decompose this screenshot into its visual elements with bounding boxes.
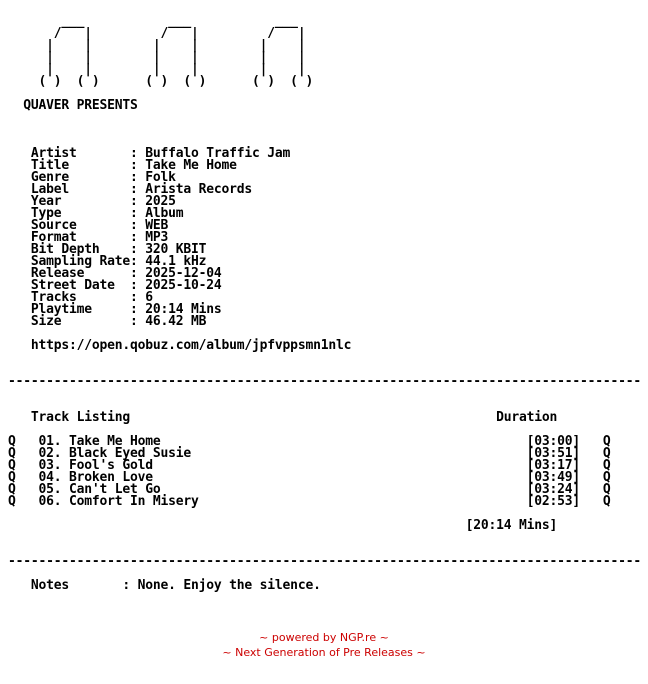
blank-line xyxy=(8,352,641,364)
quaver-logo-line: ( ) ( ) ( ) ( ) ( ) ( ) xyxy=(8,74,314,89)
blank-line xyxy=(8,532,641,544)
notes-row: Notes : None. Enjoy the silence. xyxy=(8,578,321,593)
quaver-logo-line: / | / | / | xyxy=(8,26,306,41)
info-row-playtime: Playtime : 20:14 Mins xyxy=(8,302,222,317)
track-row: Q 02. Black Eyed Susie [03:51] Q xyxy=(8,446,611,461)
info-row-title: Title : Take Me Home xyxy=(8,158,237,173)
blank-line xyxy=(8,388,641,400)
separator-line: ----------------------------------------------------------------------------------- xyxy=(8,374,642,389)
quaver-logo-line: | | | | | | xyxy=(8,62,306,77)
info-row-genre: Genre : Folk xyxy=(8,170,176,185)
info-row-tracks: Tracks : 6 xyxy=(8,290,153,305)
info-row-type: Type : Album xyxy=(8,206,184,221)
nfo-text-block xyxy=(8,4,641,592)
track-row: Q 05. Can't Let Go [03:24] Q xyxy=(8,482,611,497)
blank-line xyxy=(8,112,641,124)
footer-tagline: ~ Next Generation of Pre Releases ~ xyxy=(222,646,426,659)
footer-powered-by: ~ powered by NGP.re ~ xyxy=(259,631,389,644)
blank-line xyxy=(8,124,641,136)
footer xyxy=(0,630,648,660)
info-row-year: Year : 2025 xyxy=(8,194,176,209)
info-row-artist: Artist : Buffalo Traffic Jam xyxy=(8,146,291,161)
track-row: Q 04. Broken Love [03:49] Q xyxy=(8,470,611,485)
track-row: Q 06. Comfort In Misery [02:53] Q xyxy=(8,494,611,509)
info-row-street-date: Street Date : 2025-10-24 xyxy=(8,278,222,293)
info-row-release: Release : 2025-12-04 xyxy=(8,266,222,281)
quaver-logo-line: | | | | | | xyxy=(8,50,306,65)
track-listing-header: Track Listing Duration xyxy=(8,410,558,425)
info-row-label: Label : Arista Records xyxy=(8,182,253,197)
quaver-logo-line: ___ ___ ___ xyxy=(8,14,298,29)
presents-heading: QUAVER PRESENTS xyxy=(8,98,138,113)
info-row-bit-depth: Bit Depth : 320 KBIT xyxy=(8,242,207,257)
info-row-source: Source : WEB xyxy=(8,218,169,233)
info-row-sampling-rate: Sampling Rate: 44.1 kHz xyxy=(8,254,207,269)
total-duration: [20:14 Mins] xyxy=(8,518,558,533)
separator-line: ----------------------------------------------------------------------------------- xyxy=(8,554,642,569)
track-row: Q 01. Take Me Home [03:00] Q xyxy=(8,434,611,449)
track-row: Q 03. Fool's Gold [03:17] Q xyxy=(8,458,611,473)
quaver-logo-line: | | | | | | xyxy=(8,38,306,53)
info-row-format: Format : MP3 xyxy=(8,230,169,245)
album-url: https://open.qobuz.com/album/jpfvppsmn1nlc xyxy=(8,338,352,353)
info-row-size: Size : 46.42 MB xyxy=(8,314,207,329)
